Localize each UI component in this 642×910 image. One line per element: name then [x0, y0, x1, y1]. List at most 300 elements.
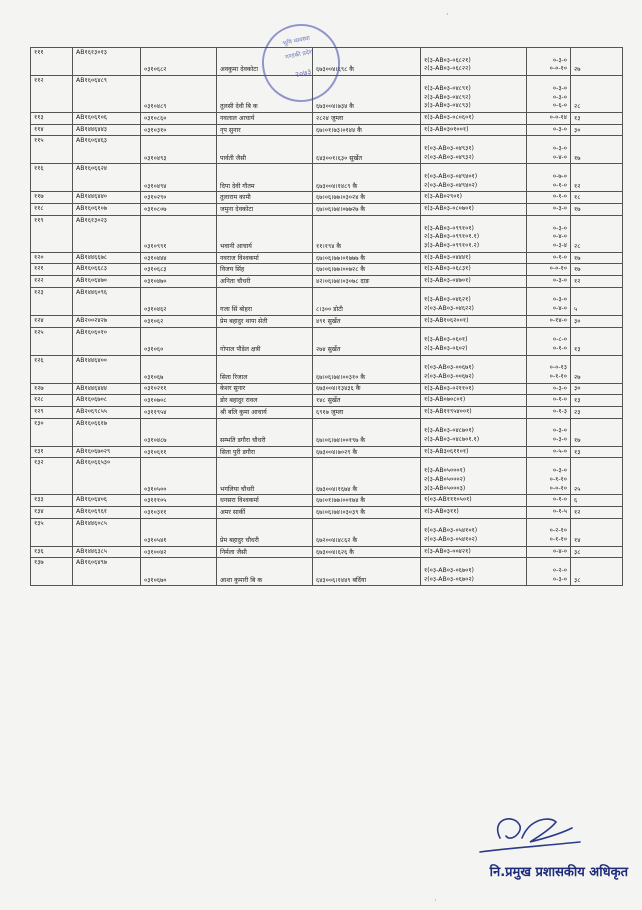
plot-areas-cell — [527, 204, 571, 216]
citizen-id-cell: AB१६०६१०७ — [73, 204, 141, 216]
document-number-cell: ४२।०६।७४।०३०७८ दाङ — [313, 276, 421, 288]
total-cell: ३८ — [571, 546, 623, 558]
plot-areas-cell — [527, 287, 571, 315]
plot-numbers-cell — [421, 383, 527, 395]
plot-area: ०-३-० — [552, 277, 567, 285]
reference-number-cell: ०३१०६७ — [141, 355, 217, 383]
total-cell: १७ — [571, 418, 623, 446]
total-cell: २७ — [571, 48, 623, 76]
owner-name-cell: अनिता चौधरी — [217, 276, 313, 288]
document-number-cell: ६४३००६।१४४९ बर्दिया — [313, 558, 421, 586]
plot-number: १(३-AB०३-०६८२१) — [424, 56, 471, 64]
plot-areas-cell — [527, 113, 571, 125]
document-number-cell: ६७।०६।७४।००३१० कै — [313, 355, 421, 383]
document-number-cell: ६७।०६।७७।०३०२४ कै — [313, 192, 421, 204]
citizen-id-cell: AB१६१३०२३ — [73, 215, 141, 252]
plot-area: ०-४-० — [552, 153, 567, 161]
plot-areas-cell — [527, 252, 571, 264]
reference-number-cell: ०३१०६८२ — [141, 48, 217, 76]
document-number-cell: ६७।०१।७३।०१४४ कै — [313, 124, 421, 136]
plot-area: ०-१-१० — [549, 372, 567, 380]
total-cell: ३० — [571, 315, 623, 327]
plot-number: १(३-AB०३०१००१) — [424, 125, 469, 133]
plot-area: ०-३-० — [552, 224, 567, 232]
citizen-id-cell: AB१६०६४९७ — [73, 558, 141, 586]
plot-number: २(३-AB०३-०४८७०१.१) — [424, 435, 480, 443]
plot-numbers-cell — [421, 506, 527, 518]
citizen-id-cell: AB१६०६४७० — [73, 276, 141, 288]
table-row — [31, 395, 623, 407]
document-number-cell: ६७३००४।६२६ कै — [313, 546, 421, 558]
document-number-cell: ६७३००४।७०२९ कै — [313, 446, 421, 458]
plot-number: १(३-AB०३-०४८७०१) — [424, 427, 474, 435]
plot-number: १(३-AB०२९०१) — [424, 193, 463, 201]
plot-area: ०-३-० — [552, 435, 567, 443]
citizen-id-cell: AB१४४६६७८ — [73, 252, 141, 264]
total-cell: १८ — [571, 192, 623, 204]
plot-number: १(०३-AB०३-००६७१) — [424, 364, 474, 372]
plot-numbers-cell — [421, 76, 527, 113]
plot-areas-cell — [527, 264, 571, 276]
plot-area: ०-०-१४ — [549, 114, 567, 121]
land-record-table — [30, 47, 623, 586]
stamp-line-2: गण्डकी प्रदेश — [284, 48, 314, 62]
total-cell: १२ — [571, 506, 623, 518]
plot-numbers-cell — [421, 355, 527, 383]
plot-area: ०-३-० — [552, 427, 567, 435]
plot-area: ०-३-० — [552, 467, 567, 475]
plot-areas-cell — [527, 395, 571, 407]
reference-number-cell: ०३१०४८९ — [141, 76, 217, 113]
total-cell: २५ — [571, 458, 623, 495]
table-row — [31, 418, 623, 446]
table-row — [31, 192, 623, 204]
plot-numbers-cell — [421, 327, 527, 355]
plot-number: २(०३-AB०३-०५४१०२) — [424, 535, 478, 543]
document-number-cell: ६७३००४।६९८ कै — [313, 48, 421, 76]
total-cell: १३ — [571, 395, 623, 407]
table-row — [31, 506, 623, 518]
plot-number: २(०३-AB०३-०४९४०२) — [424, 181, 478, 189]
serial-number-cell: १२६ — [31, 355, 73, 383]
serial-number-cell: १२१ — [31, 264, 73, 276]
serial-number-cell: १२२ — [31, 276, 73, 288]
plot-number: ३(३-AB०३-०९९१०१.२) — [424, 242, 480, 250]
plot-number: १(०३-AB०३-०६७०१) — [424, 566, 474, 574]
serial-number-cell: १३५ — [31, 518, 73, 546]
plot-area: ०-१-० — [552, 396, 567, 404]
plot-numbers-cell — [421, 458, 527, 495]
reference-number-cell: ०३१०८६० — [141, 113, 217, 125]
citizen-id-cell: AB१६०६६२४ — [73, 164, 141, 192]
plot-area: ०-०-१० — [549, 484, 567, 492]
plot-number: १(३-AB०३-०४६२१) — [424, 296, 471, 304]
signature-image — [460, 808, 590, 858]
serial-number-cell: ११४ — [31, 124, 73, 136]
table-row — [31, 48, 623, 76]
scan-speck: · — [446, 10, 449, 19]
plot-area: ०-३-० — [552, 384, 567, 392]
serial-number-cell: १२० — [31, 252, 73, 264]
plot-areas-cell — [527, 164, 571, 192]
serial-number-cell: ११७ — [31, 192, 73, 204]
document-number-cell: ६७।०६।७४।००१९७ कै — [313, 418, 421, 446]
document-number-cell: ६७२००४।४८६२ कै — [313, 518, 421, 546]
plot-area: ०-४-० — [552, 233, 567, 241]
plot-number: १(३-AB०३-०४८९१) — [424, 84, 471, 92]
serial-number-cell: १३३ — [31, 495, 73, 507]
serial-number-cell: १२८ — [31, 395, 73, 407]
plot-number: १(३-AB०३-०६८३१) — [424, 265, 471, 273]
document-number-cell: ६९१७ जुम्ला — [313, 406, 421, 418]
reference-number-cell: ०३१०७०८ — [141, 395, 217, 407]
table-row — [31, 215, 623, 252]
table-row — [31, 113, 623, 125]
plot-numbers-cell — [421, 164, 527, 192]
reference-number-cell: ०३१०४८७ — [141, 418, 217, 446]
total-cell: ३० — [571, 383, 623, 395]
plot-number: २(०३-AB०३-००६७२) — [424, 372, 474, 380]
plot-number: २(३-AB०३-०६८२२) — [424, 65, 471, 73]
total-cell: १३ — [571, 446, 623, 458]
plot-numbers-cell — [421, 48, 527, 76]
document-number-cell: ६७।०६।७७।००७२८ कै — [313, 264, 421, 276]
owner-name-cell: पार्वती जैसी — [217, 136, 313, 164]
plot-area: ०-१-१० — [549, 535, 567, 543]
signatory-title: नि.प्रमुख प्रशासकीय अधिकृत — [489, 865, 628, 880]
citizen-id-cell: AB१६०६७०८ — [73, 395, 141, 407]
plot-area: ०-१-३ — [552, 407, 567, 415]
serial-number-cell: १३१ — [31, 446, 73, 458]
plot-number: १(३-AB०३-०४७०१) — [424, 277, 471, 285]
reference-number-cell: ०३१०४९४ — [141, 164, 217, 192]
total-cell: २८ — [571, 76, 623, 113]
document-number-cell: ६७३००४।७३४ कै — [313, 76, 421, 113]
plot-areas-cell — [527, 136, 571, 164]
table-row — [31, 458, 623, 495]
plot-area: ०-३-० — [552, 296, 567, 304]
plot-number: १(०३-AB०३-०४९४०१) — [424, 173, 478, 180]
plot-numbers-cell — [421, 264, 527, 276]
owner-name-cell: सिता रिजाल — [217, 355, 313, 383]
plot-number: १(३-AB०३-००४२१) — [424, 547, 471, 555]
stamp-line-1: भूमि व्यवस्था — [282, 34, 311, 48]
plot-numbers-cell — [421, 315, 527, 327]
document-number-cell: ६७३००४।१४८९ कै — [313, 164, 421, 192]
total-cell: १७ — [571, 252, 623, 264]
owner-name-cell: नवराज विश्वकर्मा — [217, 252, 313, 264]
owner-name-cell: दिपा देवी गौतम — [217, 164, 313, 192]
owner-name-cell: गोपाल पौडेल क्षत्री — [217, 327, 313, 355]
scan-speck: · — [434, 896, 437, 905]
plot-numbers-cell — [421, 546, 527, 558]
document-number-cell: ६७।०१।७७।००१७४ कै — [313, 495, 421, 507]
plot-area: ०-०-१० — [549, 265, 567, 273]
owner-name-cell: अमर सार्की — [217, 506, 313, 518]
serial-number-cell: ११५ — [31, 136, 73, 164]
plot-numbers-cell — [421, 215, 527, 252]
plot-numbers-cell — [421, 418, 527, 446]
serial-number-cell: १२७ — [31, 383, 73, 395]
owner-name-cell: निर्मला जैसी — [217, 546, 313, 558]
plot-number: २(०३-AB०३-०६७०२) — [424, 575, 474, 583]
plot-area: ०-१-० — [552, 181, 567, 189]
plot-area: ०-१-० — [552, 193, 567, 201]
plot-area: ०-३-० — [552, 125, 567, 133]
table-row — [31, 406, 623, 418]
plot-area: ०-३-० — [552, 93, 567, 101]
reference-number-cell: ०३१०६७० — [141, 558, 217, 586]
document-number-cell: ६७३००४।१३४३६ कै — [313, 383, 421, 395]
citizen-id-cell: AB१६०६४०६ — [73, 495, 141, 507]
owner-name-cell: अवकुमा देवकोटा — [217, 48, 313, 76]
citizen-id-cell: AB१६०६६५३० — [73, 458, 141, 495]
citizen-id-cell: AB१४४६४४४ — [73, 383, 141, 395]
plot-area: ०-३-० — [552, 205, 567, 213]
reference-number-cell: ०३१०३१० — [141, 124, 217, 136]
citizen-id-cell: AB१४४६४४० — [73, 192, 141, 204]
plot-areas-cell — [527, 76, 571, 113]
table-row — [31, 164, 623, 192]
table-row — [31, 383, 623, 395]
reference-number-cell: ०३१०९९१ — [141, 215, 217, 252]
total-cell: १७ — [571, 264, 623, 276]
plot-number: १(३-AB०७०८०१) — [424, 396, 466, 404]
plot-number: २(३-AB०३-०६०२) — [424, 344, 468, 352]
total-cell: ३८ — [571, 558, 623, 586]
owner-name-cell: भवानी आचार्य — [217, 215, 313, 252]
owner-name-cell: सिता पुरी डगौरा — [217, 446, 313, 458]
reference-number-cell: ०३१०४६२ — [141, 287, 217, 315]
plot-number: २(३-AB०३-०९९१०१.१) — [424, 233, 480, 241]
serial-number-cell: १३४ — [31, 506, 73, 518]
plot-area: ०-०-१० — [549, 65, 567, 73]
plot-area: ०-३-० — [552, 575, 567, 583]
plot-area: ०-१-० — [552, 344, 567, 352]
owner-name-cell: नवलाल आचार्य — [217, 113, 313, 125]
document-number-cell: ११।१९४ कै — [313, 215, 421, 252]
plot-numbers-cell — [421, 192, 527, 204]
plot-numbers-cell — [421, 276, 527, 288]
table-row — [31, 264, 623, 276]
reference-number-cell: ०३१०२९० — [141, 192, 217, 204]
serial-number-cell: १३६ — [31, 546, 73, 558]
document-number-cell: ६७।०६।७४।०३०३९ कै — [313, 506, 421, 518]
serial-number-cell: १२४ — [31, 315, 73, 327]
stamp-year: २०७३ — [294, 67, 313, 80]
table-row — [31, 546, 623, 558]
plot-number: २(३-AB०३-०४८९२) — [424, 93, 471, 101]
plot-number: १(३-AB०३-०८०७०१) — [424, 205, 474, 213]
serial-number-cell: १३२ — [31, 458, 73, 495]
total-cell: ५ — [571, 287, 623, 315]
plot-number: १(३-AB०३-०२११०१) — [424, 384, 474, 392]
reference-number-cell: ०३१०५४१ — [141, 518, 217, 546]
document-number-cell: ६७३००४।१६७४ कै — [313, 458, 421, 495]
citizen-id-cell: AB१४४६०८५ — [73, 518, 141, 546]
plot-numbers-cell — [421, 124, 527, 136]
serial-number-cell: ११२ — [31, 76, 73, 113]
citizen-id-cell: AB१६०६७०२९ — [73, 446, 141, 458]
citizen-id-cell: AB१६१३०१३ — [73, 48, 141, 76]
plot-areas-cell — [527, 418, 571, 446]
reference-number-cell: ०३१०६११ — [141, 446, 217, 458]
reference-number-cell: ०३१००४२ — [141, 546, 217, 558]
plot-numbers-cell — [421, 136, 527, 164]
plot-area: ०-०-१३ — [549, 364, 567, 372]
citizen-id-cell: AB१६०६४६३ — [73, 136, 141, 164]
plot-area: ०-३-० — [552, 84, 567, 92]
plot-area: ०-३-० — [552, 145, 567, 152]
reference-number-cell: ०३१०४७० — [141, 276, 217, 288]
document-number-cell: १४८ सुर्खेत — [313, 395, 421, 407]
serial-number-cell: ११८ — [31, 204, 73, 216]
plot-area: ०-३-४ — [552, 242, 567, 250]
reference-number-cell: ०३१०६० — [141, 327, 217, 355]
owner-name-cell: तुलसी देवी बि क — [217, 76, 313, 113]
citizen-id-cell: AB२०६९८५५ — [73, 406, 141, 418]
owner-name-cell: गजा सिं बोहरा — [217, 287, 313, 315]
document-number-cell: २८२४ जुम्ला — [313, 113, 421, 125]
table-row — [31, 124, 623, 136]
plot-area: ०-५-० — [552, 447, 567, 455]
plot-numbers-cell — [421, 558, 527, 586]
serial-number-cell: १३० — [31, 418, 73, 446]
table-row — [31, 76, 623, 113]
owner-name-cell: जमुना देवकोटा — [217, 204, 313, 216]
plot-areas-cell — [527, 215, 571, 252]
reference-number-cell: ०३१०६२ — [141, 315, 217, 327]
plot-area: ०-४-० — [552, 547, 567, 555]
table-row — [31, 327, 623, 355]
table-row — [31, 287, 623, 315]
plot-area: ०-१-५ — [552, 507, 567, 515]
plot-area: ०-६-० — [552, 102, 567, 110]
citizen-id-cell: AB१६०६६८३ — [73, 264, 141, 276]
total-cell: १२ — [571, 276, 623, 288]
plot-number: ३(३-AB०५०००३) — [424, 484, 466, 492]
plot-numbers-cell — [421, 287, 527, 315]
plot-areas-cell — [527, 355, 571, 383]
table-row — [31, 518, 623, 546]
total-cell: १२ — [571, 164, 623, 192]
citizen-id-cell: AB१६०६०१० — [73, 327, 141, 355]
serial-number-cell: १२५ — [31, 327, 73, 355]
plot-areas-cell — [527, 506, 571, 518]
table-row — [31, 204, 623, 216]
owner-name-cell: धनसरा विश्वकर्मा — [217, 495, 313, 507]
document-number-cell: ६४३००१।६३० सुर्खेत — [313, 136, 421, 164]
reference-number-cell: ०३१११०५ — [141, 495, 217, 507]
total-cell: ६ — [571, 495, 623, 507]
owner-name-cell: आशा कुमारी बि क — [217, 558, 313, 586]
citizen-id-cell: AB१४४६४४३ — [73, 124, 141, 136]
plot-number: १(३-AB०५०००१) — [424, 467, 466, 475]
serial-number-cell: १३७ — [31, 558, 73, 586]
citizen-id-cell: AB१४४६०९६ — [73, 287, 141, 315]
table-row — [31, 558, 623, 586]
plot-number: १(०३-AB०३-०५४१०१) — [424, 527, 478, 535]
plot-areas-cell — [527, 558, 571, 586]
document-number-cell: ६७।०६।७७।०१७७७ कै — [313, 252, 421, 264]
table-row — [31, 355, 623, 383]
serial-number-cell: १२९ — [31, 406, 73, 418]
serial-number-cell: ११३ — [31, 113, 73, 125]
serial-number-cell: १२३ — [31, 287, 73, 315]
owner-name-cell: प्रेम बहादुर थापा सेती — [217, 315, 313, 327]
table-row — [31, 136, 623, 164]
document-number-cell: ८।३०० डोटी — [313, 287, 421, 315]
reference-number-cell: ०३११९५४ — [141, 406, 217, 418]
plot-areas-cell — [527, 406, 571, 418]
reference-number-cell: ०३१०४४४ — [141, 252, 217, 264]
plot-numbers-cell — [421, 406, 527, 418]
plot-areas-cell — [527, 546, 571, 558]
plot-area: ०-१-० — [552, 496, 567, 504]
reference-number-cell: ०३१०२११ — [141, 383, 217, 395]
serial-number-cell: ११६ — [31, 164, 73, 192]
plot-number: १(३-AB०३-०९९१०१) — [424, 224, 474, 232]
table-row — [31, 276, 623, 288]
plot-number: १(३-AB१०६२००१) — [424, 316, 469, 324]
plot-number: २(०३-AB०३-०४९३२) — [424, 153, 474, 161]
citizen-id-cell: AB१४४६४०० — [73, 355, 141, 383]
total-cell: २३ — [571, 406, 623, 418]
plot-number: २(३-AB०५०००२) — [424, 475, 466, 483]
reference-number-cell: ०३१०३११ — [141, 506, 217, 518]
plot-areas-cell — [527, 192, 571, 204]
plot-areas-cell — [527, 458, 571, 495]
plot-number: १(३-AB०३११) — [424, 507, 459, 515]
owner-name-cell: भगलिया चौधरी — [217, 458, 313, 495]
plot-area: ०-४-० — [552, 305, 567, 313]
plot-areas-cell — [527, 383, 571, 395]
owner-name-cell: डोर बहादुर रावल — [217, 395, 313, 407]
citizen-id-cell: AB२००२४२७ — [73, 315, 141, 327]
total-cell: २८ — [571, 215, 623, 252]
total-cell: १३ — [571, 327, 623, 355]
citizen-id-cell: AB१६०६९६१ — [73, 506, 141, 518]
plot-area: ०-२-० — [552, 566, 567, 574]
total-cell: १४ — [571, 518, 623, 546]
serial-number-cell: ११९ — [31, 215, 73, 252]
plot-areas-cell — [527, 518, 571, 546]
plot-areas-cell — [527, 315, 571, 327]
plot-area: ०-८-० — [552, 336, 567, 344]
owner-name-cell: विजय सिंह — [217, 264, 313, 276]
table-row — [31, 315, 623, 327]
plot-numbers-cell — [421, 495, 527, 507]
plot-areas-cell — [527, 327, 571, 355]
plot-area: ०-३-० — [552, 56, 567, 64]
owner-name-cell: नृप सुनार — [217, 124, 313, 136]
plot-area: ०-७-० — [552, 173, 567, 180]
owner-name-cell: तुलाराम कामी — [217, 192, 313, 204]
plot-numbers-cell — [421, 395, 527, 407]
plot-area: ०-१४-० — [549, 316, 567, 324]
plot-numbers-cell — [421, 113, 527, 125]
reference-number-cell: ०३१०६८३ — [141, 264, 217, 276]
plot-area: ०-१-१० — [549, 475, 567, 483]
plot-number: १(३-AB०३-०८०६०१) — [424, 114, 474, 121]
document-number-cell: ६७।०६।७४।०७७२७ कै — [313, 204, 421, 216]
total-cell: १३ — [571, 113, 623, 125]
plot-number: १(३-AB०३-०६०१) — [424, 336, 468, 344]
plot-number: १(३-AB३०६११०१) — [424, 447, 469, 455]
table-row — [31, 446, 623, 458]
plot-area: ०-२-१० — [549, 527, 567, 535]
citizen-id-cell: AB१६०६४८९ — [73, 76, 141, 113]
